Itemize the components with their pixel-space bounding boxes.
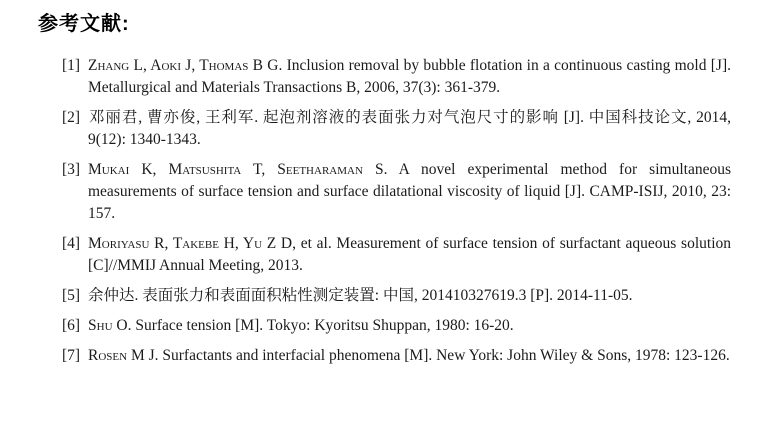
reference-marker: [1] xyxy=(62,57,81,74)
reference-marker: [6] xyxy=(62,317,81,334)
reference-text: . 表面张力和表面面积粘性测定装置: 中国, 201410327619.3 [P]. 2014-11-05. xyxy=(134,287,633,304)
reference-authors: Shu O xyxy=(88,317,128,334)
reference-item-4 xyxy=(62,233,731,277)
reference-marker: [5] xyxy=(62,287,81,304)
reference-authors: Mukai K, Matsushita T, Seetharaman S xyxy=(88,161,384,178)
reference-authors: 余仲达 xyxy=(88,287,135,304)
reference-item-1 xyxy=(62,55,731,99)
references-heading: 参考文献: xyxy=(38,13,130,35)
reference-marker: [3] xyxy=(62,161,81,178)
reference-authors: Moriyasu R, Takebe H, Yu Z D xyxy=(88,235,293,252)
reference-item-2 xyxy=(62,107,731,151)
reference-marker: [7] xyxy=(62,347,81,364)
reference-text: . Surfactants and interfacial phenomena [M]. New York: John Wiley & Sons, 1978: 123-126. xyxy=(154,347,730,364)
reference-item-7 xyxy=(62,345,731,367)
reference-text: , et al. Measurement of surface tension of surfactant aqueous solution [C]//MMIJ Annual Meeting, 2013. xyxy=(88,235,731,274)
reference-text: . A novel experimental method for simultaneous measurements of surface tension and surface dilatational viscosity of liquid [J]. CAMP-ISIJ, 2010, 23: 157. xyxy=(88,161,731,222)
reference-text: . Inclusion removal by bubble flotation in a continuous casting mold [J]. Metallurgical and Materials Transactions B, 2006, 37(3): 361-379. xyxy=(88,57,731,96)
reference-marker: [4] xyxy=(62,235,81,252)
reference-authors: Zhang L, Aoki J, Thomas B G xyxy=(88,57,279,74)
reference-text: . Surface tension [M]. Tokyo: Kyoritsu Shuppan, 1980: 16-20. xyxy=(127,317,514,334)
reference-authors: 邓丽君, 曹亦俊, 王利军 xyxy=(88,109,255,126)
reference-item-6 xyxy=(62,315,731,337)
reference-marker: [2] xyxy=(62,109,81,126)
reference-item-5 xyxy=(62,285,731,307)
reference-list xyxy=(62,55,731,367)
reference-text: . 起泡剂溶液的表面张力对气泡尺寸的影响 [J]. 中国科技论文, 2014, 9(12): 1340-1343. xyxy=(88,109,731,148)
reference-item-3 xyxy=(62,159,731,225)
reference-authors: Rosen M J xyxy=(88,347,155,364)
